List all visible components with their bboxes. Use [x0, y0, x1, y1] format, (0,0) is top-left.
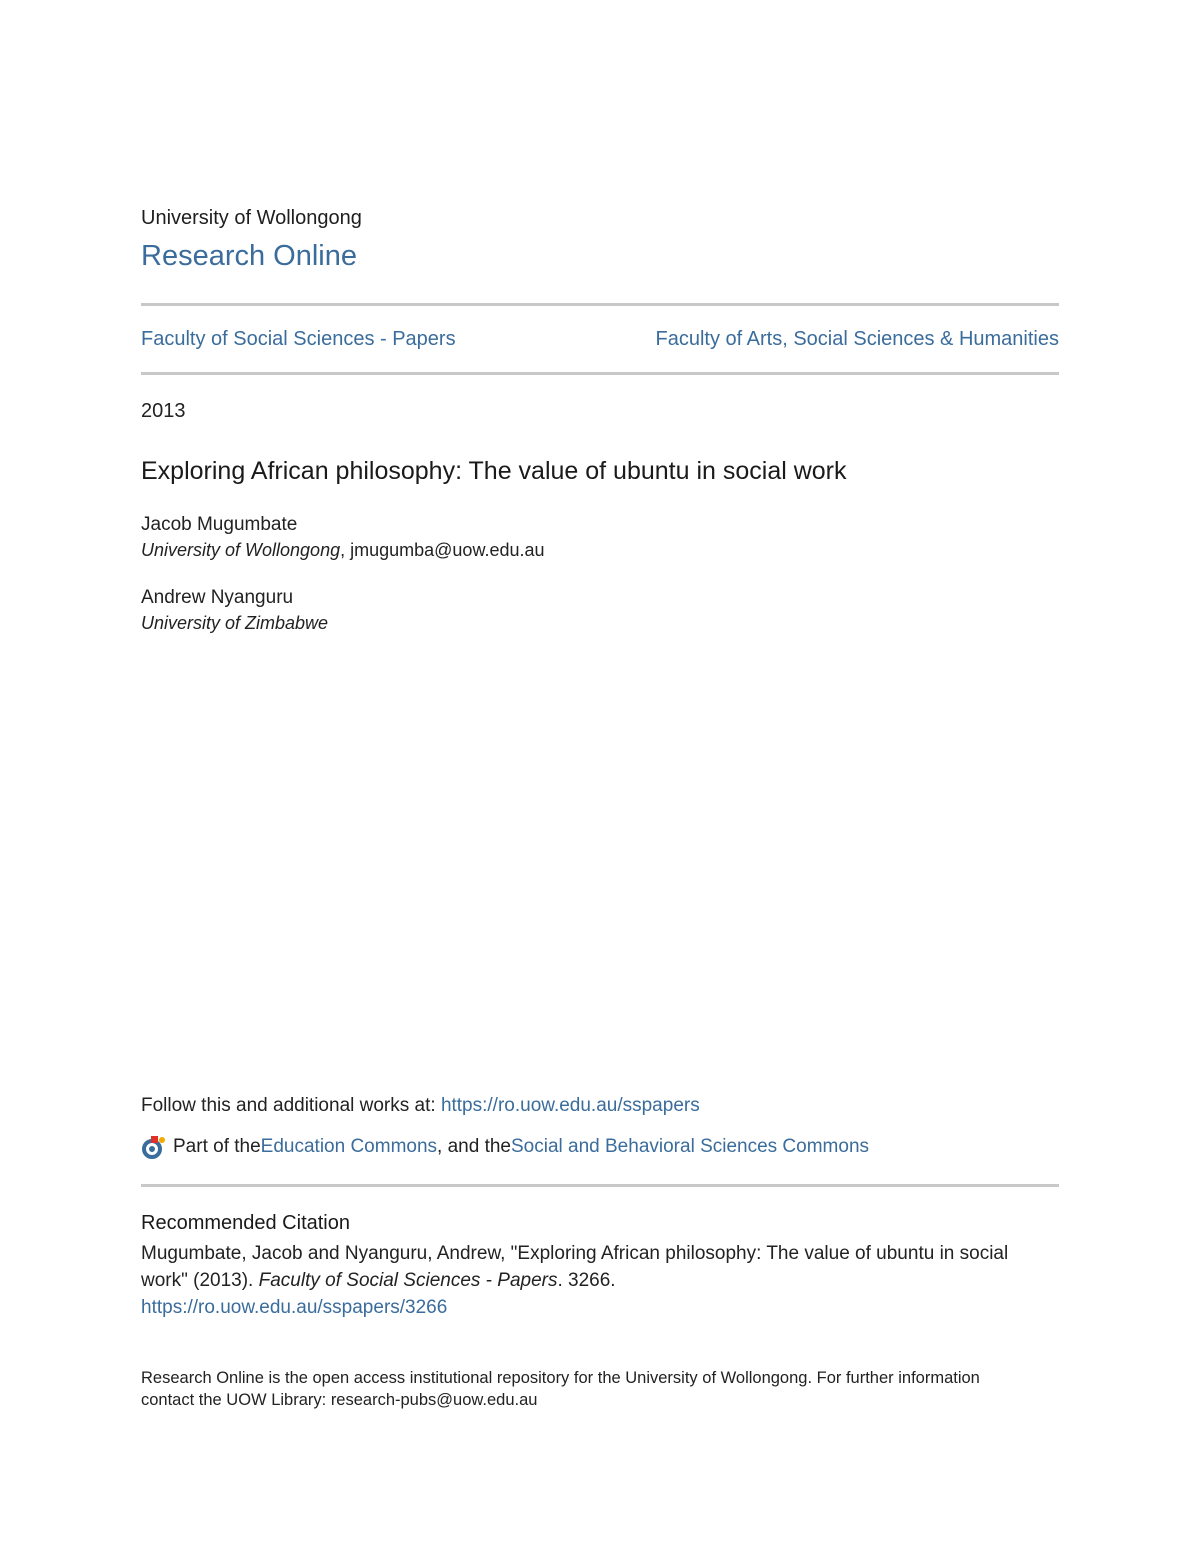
author-name: Jacob Mugumbate [141, 514, 298, 535]
affiliation-name: University of Zimbabwe [141, 613, 329, 633]
footer-line-2: contact the UOW Library: research-pubs@uow.edu.au [141, 1391, 538, 1409]
citation-url-link[interactable]: https://ro.uow.edu.au/sspapers/3266 [141, 1297, 448, 1318]
university-name: University of Wollongong [141, 207, 362, 229]
education-commons-link[interactable]: Education Commons [260, 1136, 438, 1157]
collection-link-social-sciences-papers[interactable]: Faculty of Social Sciences - Papers [141, 328, 456, 350]
footer-line-1: Research Online is the open access institutional repository for the University of Wollongong. For further information [141, 1369, 980, 1387]
research-online-link[interactable]: Research Online [141, 240, 357, 272]
author-affiliation [141, 540, 545, 561]
sspapers-link[interactable]: https://ro.uow.edu.au/sspapers [440, 1095, 700, 1116]
affiliation-name: University of Wollongong [141, 540, 341, 560]
affiliation-separator: , [340, 540, 351, 560]
author-email: jmugumba@uow.edu.au [350, 540, 545, 560]
citation-divider [141, 1184, 1059, 1187]
part-of-middle: , and the [437, 1136, 511, 1157]
follow-text: Follow this and additional works at: [141, 1095, 441, 1116]
author-name: Andrew Nyanguru [141, 587, 294, 608]
paper-title: Exploring African philosophy: The value of ubuntu in social work [141, 457, 847, 485]
collections-divider [141, 372, 1059, 375]
part-of-line [141, 1134, 869, 1160]
top-divider [141, 303, 1059, 306]
citation-journal: Faculty of Social Sciences - Papers [258, 1270, 558, 1291]
publication-year: 2013 [141, 400, 186, 422]
collection-link-arts-social-sciences-humanities[interactable]: Faculty of Arts, Social Sciences & Humanities [655, 328, 1059, 350]
part-of-prefix: Part of the [173, 1136, 261, 1157]
commons-network-icon [141, 1134, 167, 1160]
author-affiliation [141, 613, 328, 634]
social-behavioral-sciences-commons-link[interactable]: Social and Behavioral Sciences Commons [511, 1136, 870, 1157]
citation-text [141, 1240, 1059, 1321]
citation-body: Mugumbate, Jacob and Nyanguru, Andrew, "Exploring African philosophy: The value of ubuntu in social work" (2013). [141, 1243, 1009, 1291]
footer-notice [141, 1367, 1059, 1411]
recommended-citation-heading: Recommended Citation [141, 1212, 350, 1234]
citation-number: . 3266. [557, 1270, 616, 1291]
follow-line [141, 1095, 700, 1117]
